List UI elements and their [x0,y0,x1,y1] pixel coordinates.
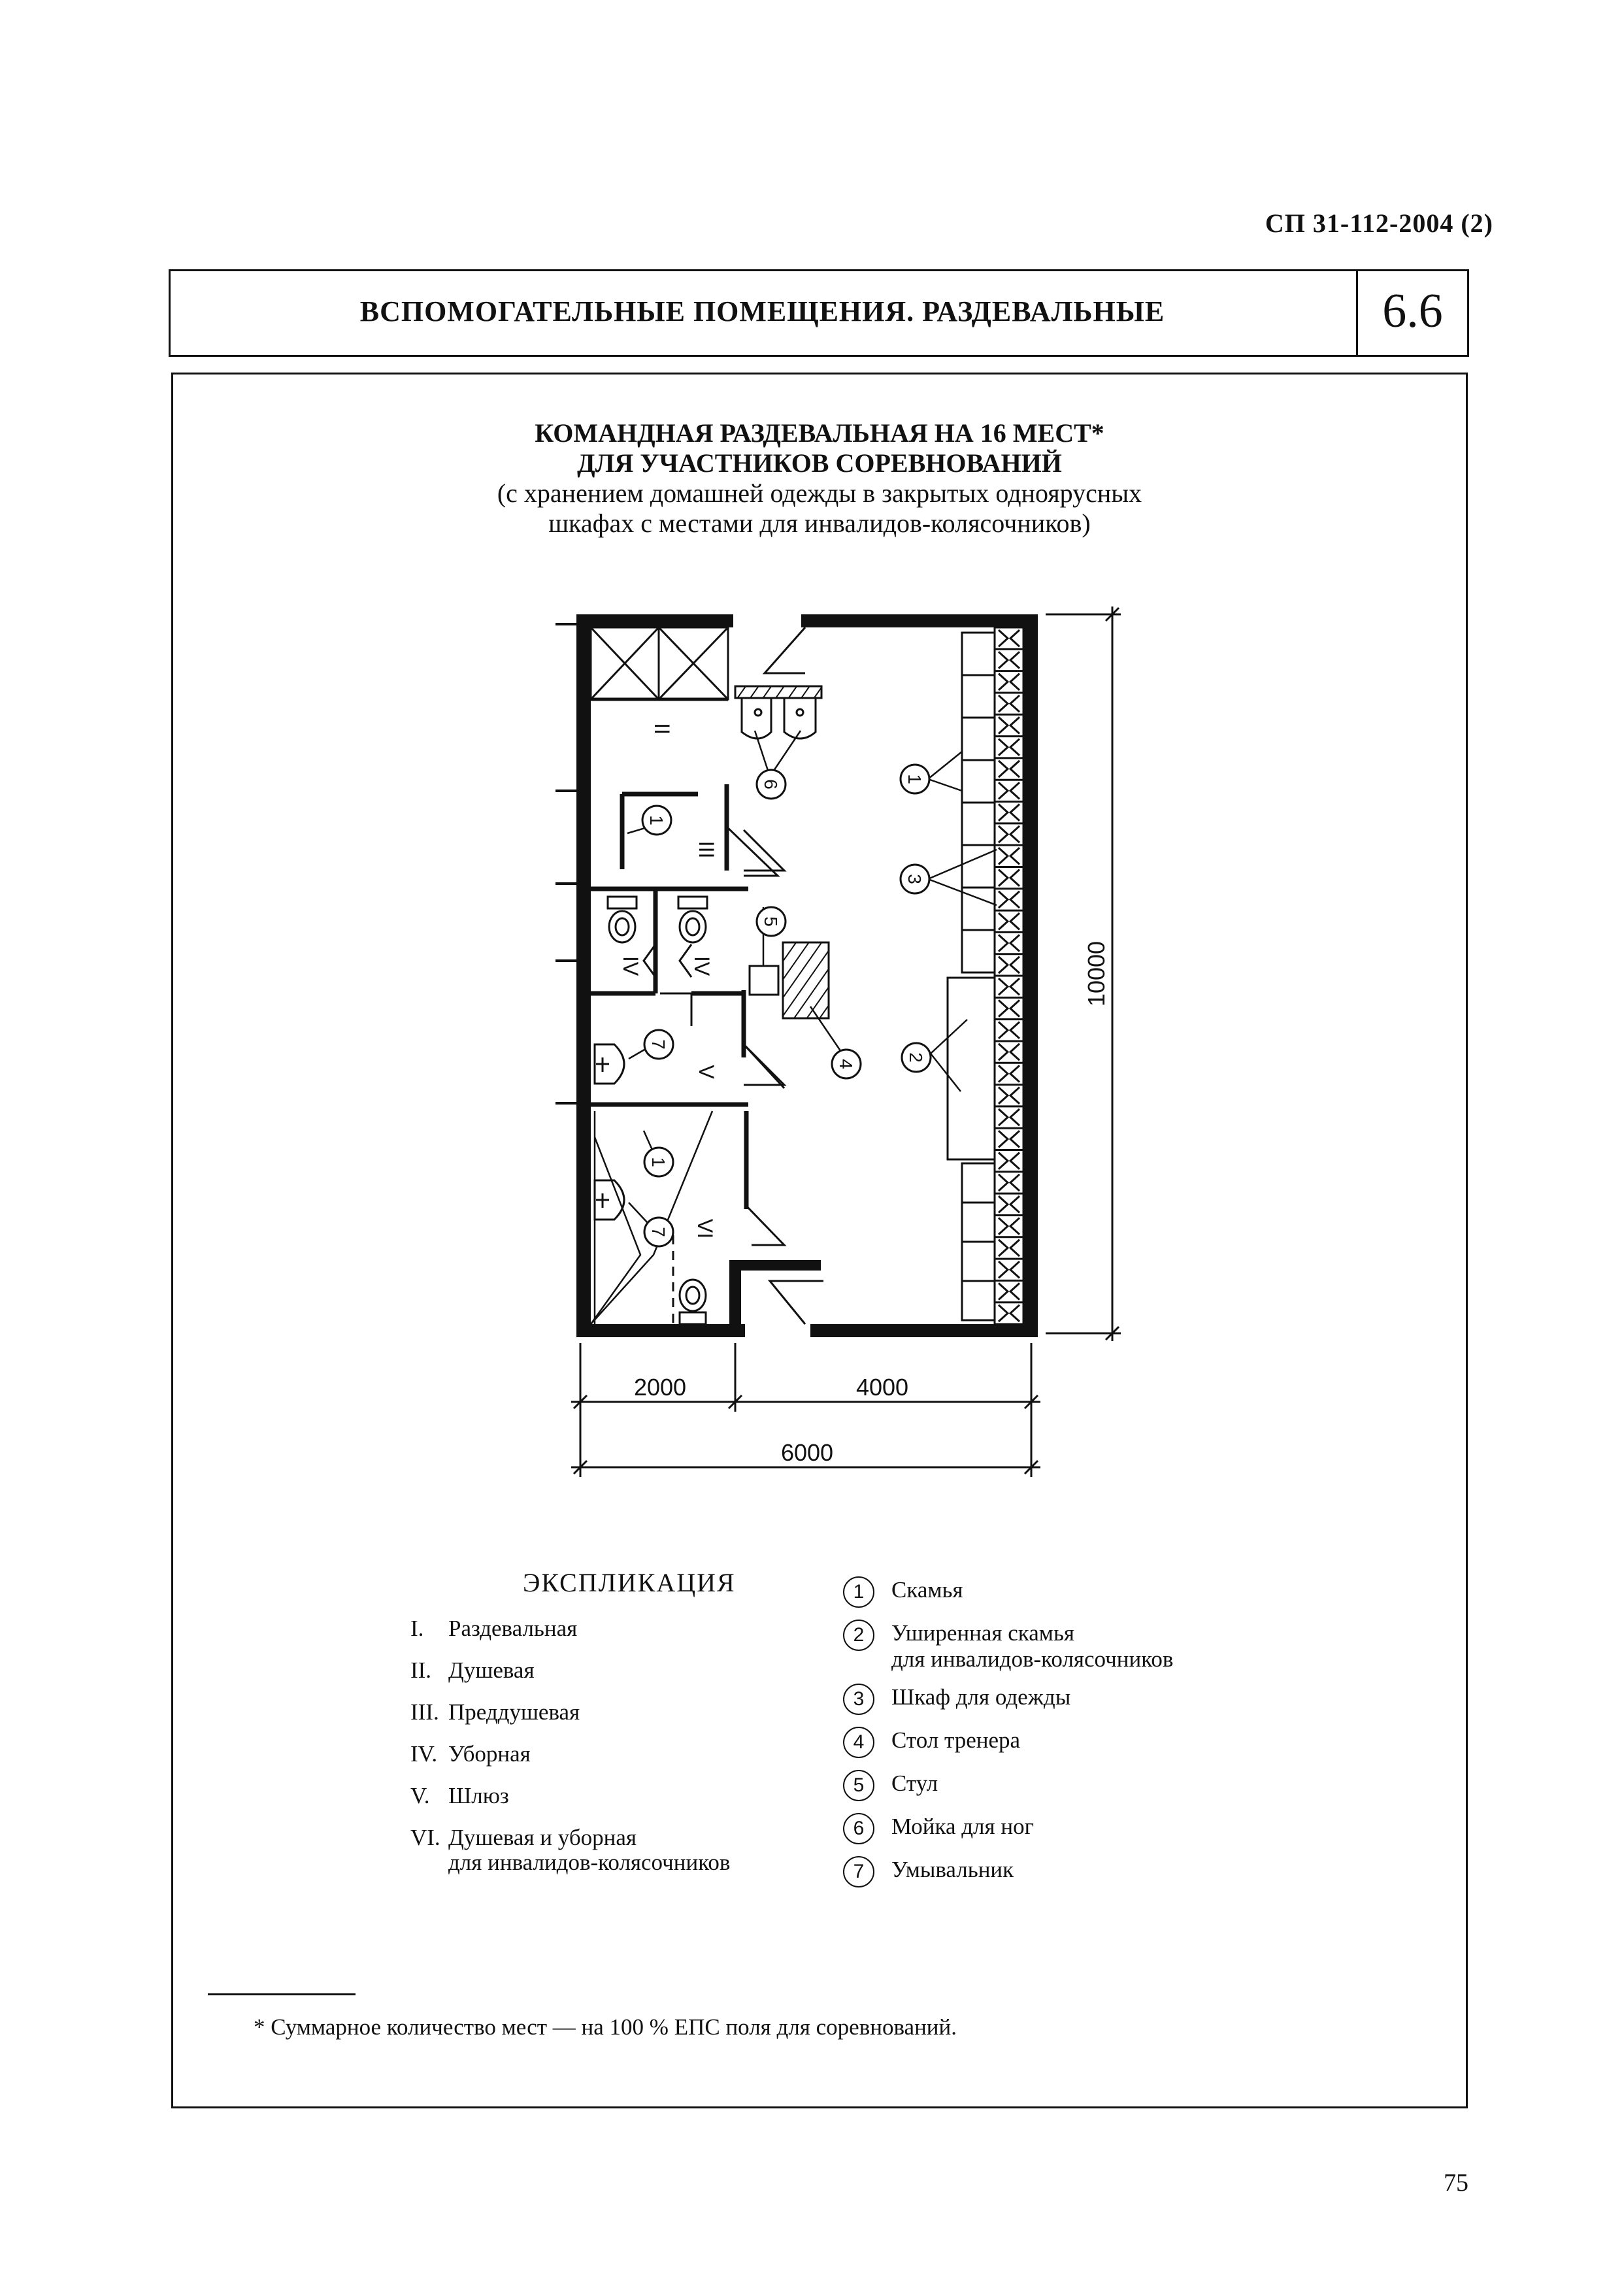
room-legend-item: VI. Душевая и уборная [410,1825,637,1850]
item-legend-entry: 7 Умывальник [843,1856,1173,1887]
locker-door-mark [1010,935,1019,951]
marker-4-table: 4 [836,1059,856,1069]
item-legend-entry: 3 Шкаф для одежды [843,1684,1173,1715]
section-number: 6.6 [1382,284,1443,338]
bench-column [962,633,995,1320]
room-mark-III: III [695,840,718,859]
locker-door-mark [1010,1000,1019,1016]
locker-door-mark [1010,695,1019,712]
room-mark-II: II [650,723,674,735]
footnote: * Суммарное количество мест — на 100 % ЕПС поля для соревнований. [254,2014,957,2040]
locker-door-mark [1010,1240,1019,1256]
locker-door-mark [1010,1088,1019,1104]
locker-door-mark [999,1174,1008,1191]
item-legend-entry: 2 Уширенная скамья для инвалидов-колясочников [843,1620,1173,1672]
locker-door-mark [1010,1218,1019,1234]
locker-door-mark [999,1240,1008,1256]
locker-door-mark [1010,869,1019,886]
coach-table [783,942,829,1018]
locker-door-mark [1010,630,1019,646]
locker-door-mark [999,652,1008,668]
locker-door-mark [1010,978,1019,995]
item-legend-entry: 6 Мойка для ног [843,1813,1173,1844]
locker-door-mark [1010,739,1019,756]
locker-door-mark [999,913,1008,929]
item-number-circle: 7 [843,1856,874,1887]
locker-door-mark [999,869,1008,886]
item-legend-entry: 1 Скамья [843,1576,1173,1608]
partitions [591,784,748,1209]
locker-door-mark [999,630,1008,646]
marker-7-basin-VI: 7 [648,1227,669,1237]
accessible-shower-lines [591,1111,712,1324]
locker-door-mark [1010,717,1019,733]
room-legend-item: V. Шлюз [410,1783,509,1808]
caption-line-4: шкафах с местами для инвалидов-колясочников) [548,508,1091,538]
locker-door-mark [999,1283,1008,1299]
page-number: 75 [1444,2169,1468,2197]
locker-door-mark [1010,674,1019,690]
item-legend-entry: 4 Стол тренера [843,1727,1173,1758]
caption-line-3: (с хранением домашней одежды в закрытых одноярусных [497,478,1142,508]
room-legend-item: III. Преддушевая [410,1699,580,1725]
wall-ticks [555,624,576,1103]
item-number-circle: 1 [843,1576,874,1608]
dimension-10000: 10000 [1083,940,1110,1007]
locker-door-mark [999,1261,1008,1278]
dimension-labels [634,941,1110,1466]
locker-door-mark [999,674,1008,690]
locker-door-mark [1010,1131,1019,1147]
locker-door-mark [1010,848,1019,864]
room-legend-continuation: для инвалидов-колясочников [448,1850,731,1875]
locker-door-mark [1010,891,1019,908]
locker-door-mark [999,1218,1008,1234]
locker-door-mark [1010,1174,1019,1191]
dimension-6000: 6000 [780,1439,834,1466]
dimension-4000: 4000 [855,1374,909,1401]
locker-door-mark [999,1153,1008,1169]
room-legend-item: II. Душевая [410,1657,535,1683]
marker-6-footwash: 6 [761,779,781,790]
dimension-2000: 2000 [633,1374,687,1401]
room-mark-IV-2: IV [690,956,714,976]
item-number-circle: 2 [843,1620,874,1651]
locker-door-mark [1010,913,1019,929]
marker-5-chair: 5 [761,916,781,927]
locker-door-mark [1010,1153,1019,1169]
marker-7-basin-V: 7 [648,1039,669,1050]
locker-door-mark [999,1044,1008,1060]
room-mark-IV-1: IV [619,956,642,976]
wide-bench [948,978,995,1159]
marker-2-wide-bench: 2 [906,1052,926,1063]
room-mark-V: V [695,1065,718,1079]
locker-door-mark [1010,761,1019,777]
item-legend-entry: 5 Стул [843,1770,1173,1801]
locker-door-mark [999,739,1008,756]
locker-door-mark [999,826,1008,842]
locker-door-mark [999,782,1008,799]
locker-door-mark [1010,1109,1019,1125]
locker-door-mark [1010,805,1019,821]
washbasin-icons [595,1044,624,1220]
locker-door-mark [999,717,1008,733]
room-legend-item: IV. Уборная [410,1741,531,1767]
locker-door-mark [999,957,1008,973]
shower-stalls [591,627,728,699]
locker-door-mark [999,1196,1008,1212]
locker-door-mark [999,805,1008,821]
foot-wash-icon [735,686,821,739]
marker-1-bench: 1 [904,774,925,784]
locker-door-mark [999,978,1008,995]
footnote-separator [208,1993,356,1995]
lockers-column [995,627,1023,1324]
locker-door-mark [1010,1305,1019,1322]
page-title: ВСПОМОГАТЕЛЬНЫЕ ПОМЕЩЕНИЯ. РАЗДЕВАЛЬНЫЕ [359,295,1165,327]
caption-line-1: КОМАНДНАЯ РАЗДЕВАЛЬНАЯ НА 16 МЕСТ* [535,418,1104,448]
locker-door-mark [999,1000,1008,1016]
locker-door-mark [999,761,1008,777]
locker-door-mark [999,1022,1008,1039]
item-number-circle: 3 [843,1684,874,1715]
locker-door-mark [999,1065,1008,1082]
item-number-circle: 4 [843,1727,874,1758]
caption-line-2: ДЛЯ УЧАСТНИКОВ СОРЕВНОВАНИЙ [577,448,1062,478]
room-legend [410,1616,730,1876]
locker-door-mark [999,935,1008,951]
item-legend [843,1576,1173,1899]
locker-door-mark [999,891,1008,908]
locker-door-mark [1010,1261,1019,1278]
locker-door-mark [1010,1283,1019,1299]
locker-door-mark [1010,1044,1019,1060]
locker-door-mark [1010,782,1019,799]
locker-door-mark [999,1088,1008,1104]
locker-door-mark [999,848,1008,864]
locker-door-mark [1010,1065,1019,1082]
document-code: СП 31-112-2004 (2) [1265,208,1493,238]
marker-1-bench-III: 1 [646,815,667,825]
room-mark-VI: VI [693,1218,717,1239]
locker-door-mark [1010,957,1019,973]
item-number-circle: 5 [843,1770,874,1801]
locker-door-mark [1010,1196,1019,1212]
marker-1-bench-VI: 1 [648,1157,669,1167]
locker-door-mark [999,695,1008,712]
locker-door-mark [999,1305,1008,1322]
explication-title: ЭКСПЛИКАЦИЯ [523,1568,736,1597]
locker-door-mark [1010,652,1019,668]
locker-door-mark [1010,826,1019,842]
chair-icon [750,966,778,995]
marker-3-locker: 3 [904,874,925,884]
room-legend-item: I. Раздевальная [410,1616,578,1641]
locker-door-mark [1010,1022,1019,1039]
locker-door-mark [999,1109,1008,1125]
locker-door-mark [999,1131,1008,1147]
item-number-circle: 6 [843,1813,874,1844]
